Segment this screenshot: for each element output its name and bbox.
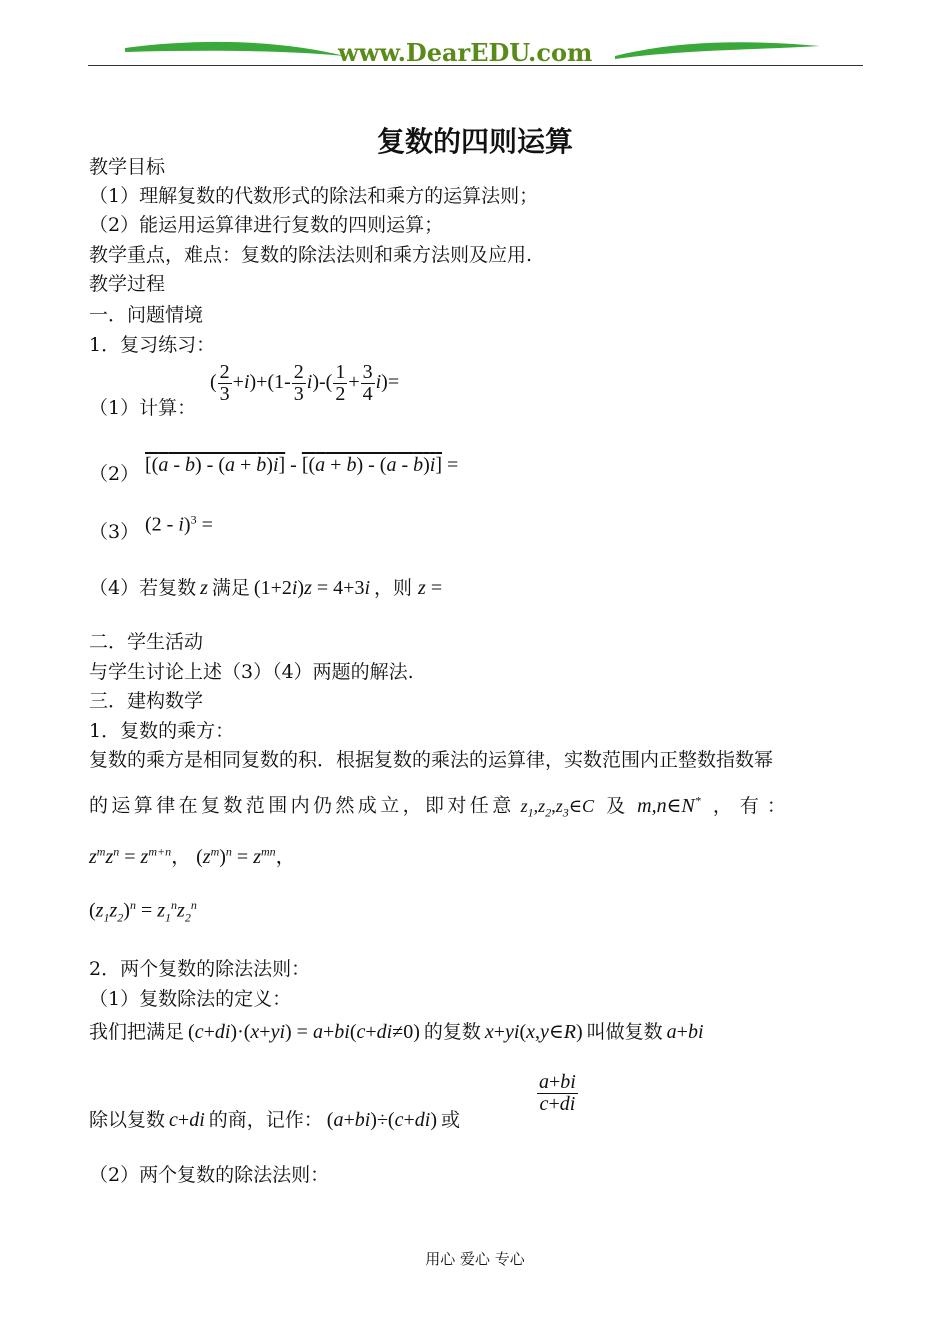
review-heading: 1．复习练习： (89, 334, 216, 356)
division-definition-a: 我们把满足 (89, 1021, 185, 1043)
division-definition-heading: （1）复数除法的定义： (89, 988, 292, 1010)
division-definition-2b: 的商，记作： (208, 1109, 323, 1131)
exercise-3-label: （3） (89, 521, 140, 543)
discussion-text: 与学生讨论上述（3）（4）两题的解法. (89, 661, 414, 683)
section-3-heading: 三．建构数学 (89, 690, 204, 712)
division-definition-b: 的复数 (423, 1021, 481, 1043)
section-1-heading: 一．问题情境 (89, 304, 204, 326)
header-logo-text: www.DearEDU.com (338, 38, 593, 67)
exercise-4-line: （4）若复数 z 满足 (1+2i)z = 4+3i ，则 z = (89, 577, 443, 599)
power-text-2c: ，有： (712, 794, 794, 817)
exercise-2-formula: [(a - b) - (a + b)i] - [(a + b) - (a - b)i] = (145, 454, 459, 476)
exercise-4-mid: 满足 (211, 577, 250, 599)
division-heading: 2．两个复数的除法法则： (89, 958, 311, 980)
power-text-1: 复数的乘方是相同复数的积．根据复数的乘法的运算律，实数范围内正整数指数幂 (89, 749, 774, 771)
key-points: 教学重点，难点：复数的除法法则和乘方法则及应用. (89, 244, 533, 266)
division-definition-line-2: 除以复数 c+di 的商，记作： (a+bi)÷(c+di) 或 (89, 1109, 460, 1131)
exercise-1-label: （1）计算： (89, 397, 197, 419)
objectives-heading: 教学目标 (89, 156, 166, 178)
right-swoosh-icon (615, 42, 820, 59)
power-text-2a: 的运算律在复数范围内仍然成立，即对任意 (89, 794, 515, 817)
left-swoosh-icon (125, 42, 345, 56)
exercise-2-label: （2） (89, 463, 140, 485)
exercise-4-end: ，则 (374, 577, 413, 599)
exercise-4-label: （4）若复数 (89, 577, 197, 599)
power-heading: 1．复数的乘方： (89, 720, 235, 742)
exercise-3-formula: (2 - i)$^3$ = (145, 512, 213, 536)
power-rule-1: $z^mz^n = z^{m+n}$， $(z^m)^n = z^{mn}$， (89, 844, 296, 868)
page-title: 复数的四则运算 (376, 125, 573, 158)
division-rule-heading: （2）两个复数的除法法则： (89, 1164, 330, 1186)
exercise-1-formula: ( $\frac{2}{3}$ +i)+(1- $\frac{2}{3}$ i)-( $\frac{1}{2}$ + $\frac{3}{4}$ i)= (210, 361, 400, 405)
objective-1: （1）理解复数的代数形式的除法和乘方的运算法则； (89, 185, 539, 207)
power-text-2: 的运算律在复数范围内仍然成立，即对任意 $z_1,z_2,z_3\in C$ 及 m,n∈N* ，有： (89, 793, 794, 820)
division-definition-c: 叫做复数 (586, 1021, 663, 1043)
power-text-2b: 及 (606, 794, 626, 817)
division-fraction: $\frac{a+bi}{c+di}$ (539, 1071, 576, 1115)
division-definition-line: 我们把满足 (c+di)·(x+yi) = a+bi(c+di≠0) 的复数 x+yi(x,y∈R) 叫做复数 a+bi (89, 1021, 704, 1043)
process-heading: 教学过程 (89, 273, 166, 295)
division-definition-2c: 或 (440, 1109, 460, 1131)
division-definition-2a: 除以复数 (89, 1109, 166, 1131)
objective-2: （2）能运用运算律进行复数的四则运算； (89, 214, 444, 236)
power-rule-2: $(z_1z_2)^n = z_1^nz_2^n$ (89, 898, 197, 925)
page-footer: 用心 爱心 专心 (425, 1250, 525, 1268)
section-2-heading: 二．学生活动 (89, 631, 204, 653)
header-divider (88, 65, 863, 66)
